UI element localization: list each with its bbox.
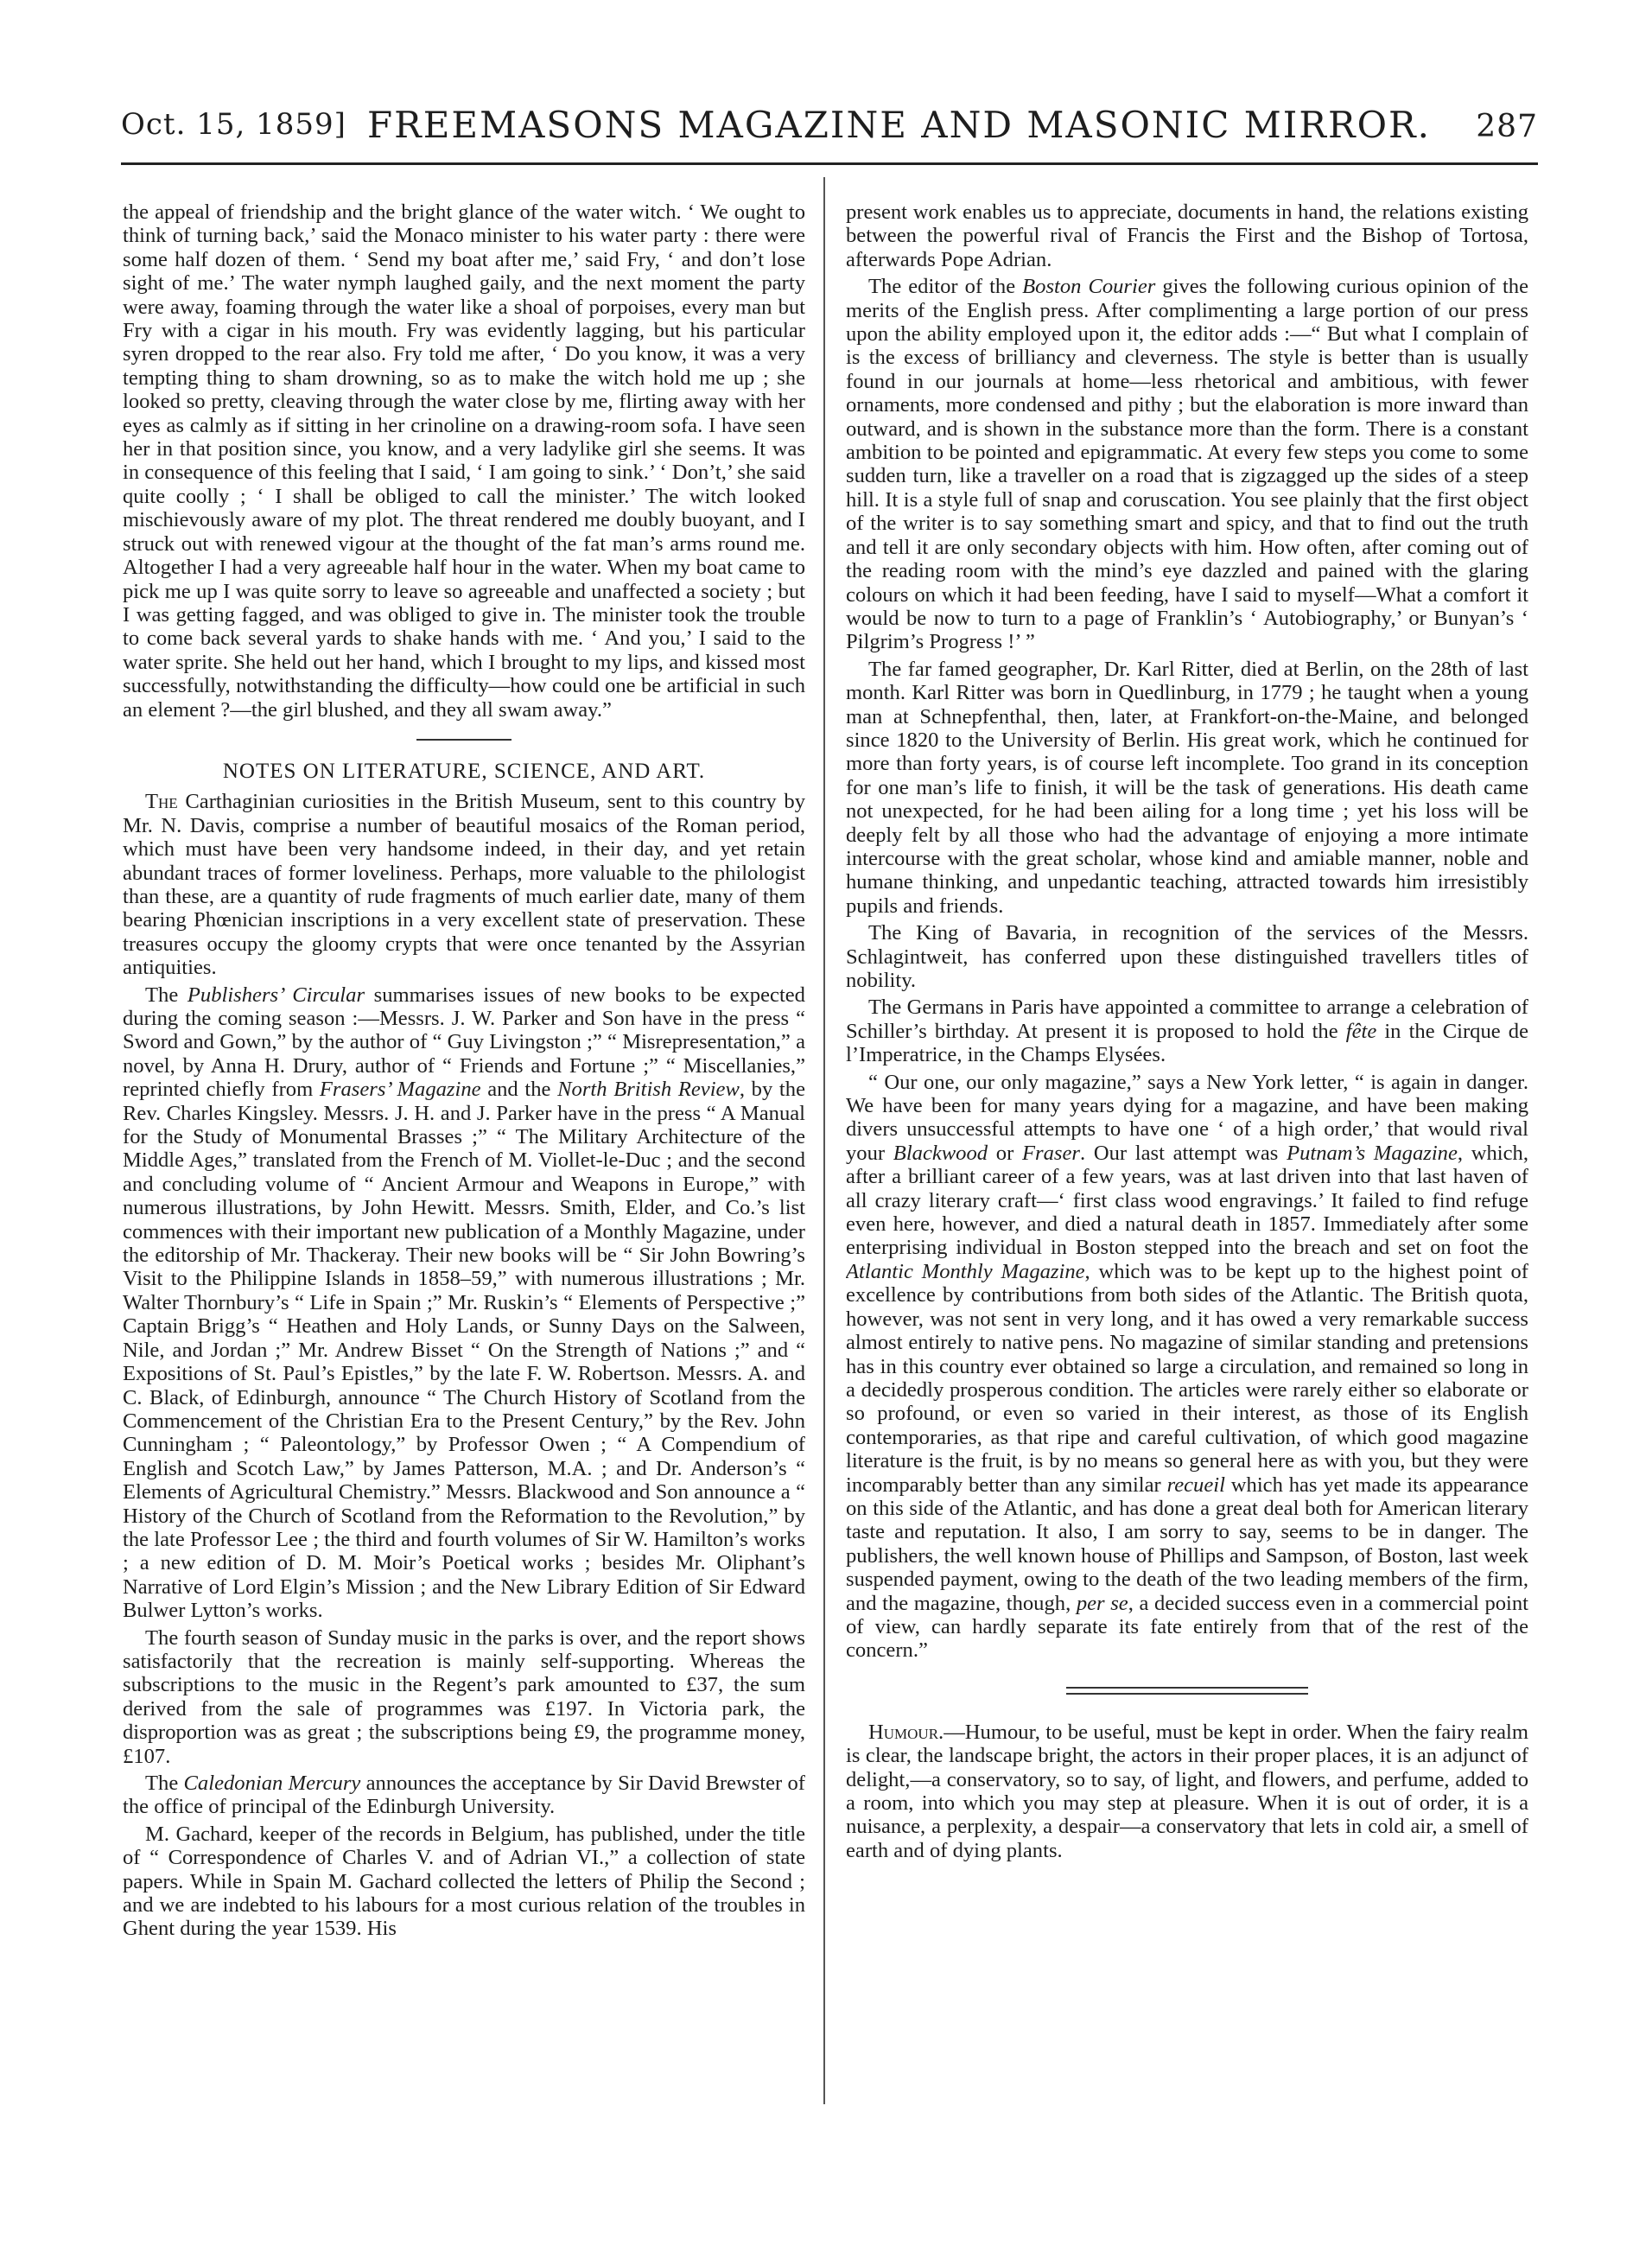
article-paragraph-continued: present work enables us to appreciate, documents in hand, the relations existing between the powerful rival of Francis the First and the Bishop of Tortosa, afterwards Pope Adrian. — [846, 200, 1528, 271]
section-separator — [416, 739, 511, 741]
article-paragraph-magazine: “ Our one, our only magazine,” says a New York letter, “ is again in danger. We have been for many years dying for a magazine, and have been making divers unsuccessful attempts to have one ‘ of a high order,’ that would rival your Blackwood or Fraser. Our last attempt was Putnam’s Magazine, which, after a brilliant career of a few years, was at last driven into that last haven of all crazy literary craft—‘ first class wood engravings.’ It failed to find refuge even here, however, and died a natural death in 1857. Immediately after some enterprising individual in Boston stepped into the breach and set on foot the Atlantic Monthly Magazine, which was to be kept up to the highest point of excellence by contributions from both sides of the Atlantic. The British quota, however, was not sent in very long, and it has owed a very remarkable success almost entirely to native pens. No magazine of similar standing and pretensions has in this country ever obtained so large a circulation, and remained so long in a decidedly prosperous condition. The articles were rarely either so elaborate or so profound, or even so varied in their interest, as those of its English contemporaries, as that ripe and careful cultivation, of which good magazine literature is the fruit, is by no means so general here as with you, but they were incomparably better than any similar recueil which has yet made its appearance on this side of the Atlantic, and has done a great deal both for American literary taste and reputation. It also, I am sorry to say, seems to be in danger. The publishers, the well known house of Phillips and Sampson, of Boston, last week suspended payment, owing to the death of the two leading members of the firm, and the magazine, though, per se, a decided success even in a commercial point of view, can hardly separate its fate entirely from that of the rest of the concern.” — [846, 1070, 1528, 1663]
article-paragraph-gachard: M. Gachard, keeper of the records in Belgium, has published, under the title of “ Correspondence of Charles V. and of Adrian VI.,” a collection of state papers. While in Spain M. Gachard collected the letters of Philip the Second ; and we are indebted to his labours for a most curious relation of the troubles in Ghent during the year 1539. His — [123, 1822, 805, 1941]
article-paragraph-bavaria: The King of Bavaria, in recognition of the services of the Messrs. Schlagintweit, has conferred upon these distinguished travellers titles of nobility. — [846, 921, 1528, 992]
article-paragraph-brewster: The Caledonian Mercury announces the acceptance by Sir David Brewster of the office of principal of the Edinburgh University. — [123, 1772, 805, 1819]
column-divider — [823, 177, 825, 2104]
article-paragraph-ritter: The far famed geographer, Dr. Karl Ritter, died at Berlin, on the 28th of last month. Karl Ritter was born in Quedlinburg, in 1779 ; he taught when a young man at Schnepfenthal, then, later, at Frankfort-on-the-Maine, and belonged since 1820 to the University of Berlin. His great work, which he continued for more than forty years, is of course left incomplete. Too grand in its conception for one man’s life to finish, it will be the task of generations. His death came not unexpected, for he had been ailing for a long time ; yet his loss will be deeply felt by all those who had the advantage of enjoying a more intimate intercourse with the great scholar, whose kind and amiable manner, noble and humane thinking, and unpedantic teaching, attracted towards him irresistibly pupils and friends. — [846, 657, 1528, 918]
article-paragraph-boston-courier: The editor of the Boston Courier gives the following curious opinion of the merits of the English press. After complimenting a large portion of our press upon the ability employed upon it, the editor adds :—“ But what I complain of is the excess of brilliancy and cleverness. The style is better than is usually found in our journals at home—less rhetorical and ambitious, with fewer ornaments, more condensed and pithy ; but the elaboration is more inward than outward, and is shown in the substance more than the form. There is a constant ambition to be pointed and epigrammatic. At every few steps you come to some sudden turn, like a traveller on a road that is zigzagged up the sides of a steep hill. It is a style full of snap and coruscation. You see plainly that the first object of the writer is to say something smart and spicy, and that to find out the truth and tell it are only secondary objects with him. How often, after coming out of the reading room with the mind’s eye dazzled and pained with the glaring colours on which it had been feeding, have I said to myself—What a comfort it would be now to turn to a page of Franklin’s ‘ Autobiography,’ or Bunyan’s ‘ Pilgrim’s Progress !’ ” — [846, 275, 1528, 654]
article-paragraph-humour: Humour.—Humour, to be useful, must be kept in order. When the fairy realm is clear, the landscape bright, the actors in their proper places, it is an adjunct of delight,—a conservatory, so to say, of light, and flowers, and perfume, added to a room, into which you may step at pleasure. When it is out of order, it is a nuisance, a perplexity, a despair—a conservatory that lets in cold air, a smell of earth and of dying plants. — [846, 1720, 1528, 1862]
section-heading: NOTES ON LITERATURE, SCIENCE, AND ART. — [222, 759, 706, 783]
continued-story-paragraph: the appeal of friendship and the bright glance of the water witch. ‘ We ought to think of turning back,’ said the Monaco minister to his water party : there were some half dozen of them. ‘ Send my boat after me,’ said Fry, ‘ and don’t lose sight of me.’ The water nymph laughed gaily, and the next moment the party were away, foaming through the water like a shoal of porpoises, every man but Fry with a cigar in his mouth. Fry was evidently lagging, but his particular syren dropped to the rear also. Fry told me after, ‘ Do you know, it was a very tempting thing to sham drowning, so as to make the witch hold me up ; she looked so pretty, cleaving through the water close by me, flirting away with her eyes as calmly as if sitting in her crinoline on a drawing-room sofa. I have seen her in that position since, you know, and a very ladylike girl she seems. It was in consequence of this feeling that I said, ‘ I am going to sink.’ ‘ Don’t,’ she said quite coolly ; ‘ I shall be obliged to call the minister.’ The witch looked mischievously aware of my plot. The threat rendered me doubly buoyant, and I struck out with renewed vigour at the thought of the fat man’s arms round me. Altogether I had a very agreeable half hour in the water. When my boat came to pick me up I was quite sorry to leave so agreeable and unaffected a society ; but I was getting fagged, and was obliged to give in. The minister took the trouble to come back several yards to shake hands with me. ‘ And you,’ I said to the water sprite. She held out her hand, which I brought to my lips, and kissed most successfully, notwithstanding the difficulty—how could one be artificial in such an element ?—the girl blushed, and they all swam away.” — [123, 200, 805, 722]
lead-word: The — [145, 790, 178, 814]
article-paragraph-carthaginian: The Carthaginian curiosities in the British Museum, sent to this country by Mr. N. Davis, comprise a number of beautiful mosaics of the Roman period, which must have been very handsome indeed, in their day, and yet retain abundant traces of former loveliness. Perhaps, more valuable to the philologist than these, are a quantity of rude fragments of much earlier date, many of them bearing Phœnician inscriptions in a very excellent state of preservation. These treasures occupy the gloomy crypts that were once tenanted by the Assyrian antiquities. — [123, 790, 805, 980]
left-column — [123, 200, 805, 2102]
issue-date: Oct. 15, 1859] — [121, 107, 346, 142]
double-rule-separator — [1066, 1687, 1308, 1695]
article-paragraph-publishers: The Publishers’ Circular summarises issues of new books to be expected during the coming season :—Messrs. J. W. Parker and Son have in the press “ Sword and Gown,” by the author of “ Guy Livingston ;” “ Misrepresentation,” a novel, by Anna H. Drury, author of “ Friends and Fortune ;” “ Miscellanies,” reprinted chiefly from Frasers’ Magazine and the North British Review, by the Rev. Charles Kingsley. Messrs. J. H. and J. Parker have in the press “ A Manual for the Study of Monumental Brasses ;” “ The Military Architecture of the Middle Ages,” translated from the French of M. Viollet-le-Duc ; and the second and concluding volume of “ Ancient Armour and Weapons in Europe,” with numerous illustrations, by John Hewitt. Messrs. Smith, Elder, and Co.’s list commences with their important new publication of a Monthly Magazine, under the editorship of Mr. Thackeray. Their new books will be “ Sir John Bowring’s Visit to the Philippine Islands in 1858–59,” with numerous illustrations ; Mr. Walter Thornbury’s “ Life in Spain ;” Mr. Ruskin’s “ Elements of Perspective ;” Captain Brigg’s “ Heathen and Holy Lands, or Sunny Days on the Salween, Nile, and Jordan ;” Mr. Andrew Bisset “ On the Strength of Nations ;” and “ Expositions of St. Paul’s Epistles,” by the late F. W. Robertson. Messrs. A. and C. Black, of Edinburgh, announce “ The Church History of Scotland from the Commencement of the Christian Era to the Present Century,” by the Rev. John Cunningham ; “ Paleontology,” by Professor Owen ; “ A Compendium of English and Scotch Law,” by James Patterson, M.A. ; and Dr. Anderson’s “ Elements of Agricultural Chemistry.” Messrs. Blackwood and Son announce a “ History of the Church of Scotland from the Reformation to the Revolution,” by the late Professor Lee ; the third and fourth volumes of Sir W. Hamilton’s works ; a new edition of D. M. Moir’s Poetical works ; besides Mr. Oliphant’s Narrative of Lord Elgin’s Mission ; and the New Library Edition of Sir Edward Bulwer Lytton’s works. — [123, 983, 805, 1623]
page-header — [121, 102, 1538, 165]
publication-title: FREEMASONS MAGAZINE AND MASONIC MIRROR. — [367, 104, 1431, 146]
article-paragraph-schiller: The Germans in Paris have appointed a committee to arrange a celebration of Schiller’s birthday. At present it is proposed to hold the fête in the Cirque de l’Imperatrice, in the Champs Elysées. — [846, 996, 1528, 1067]
right-column — [846, 200, 1528, 2102]
page-number: 287 — [1476, 109, 1538, 144]
article-paragraph-sunday-music: The fourth season of Sunday music in the parks is over, and the report shows satisfactorily that the recreation is mainly self-supporting. Whereas the subscriptions to the music in the Regent’s park amounted to £37, the sum derived from the sale of programmes was £197. In Victoria park, the disproportion was as great ; the subscriptions being £9, the programme money, £107. — [123, 1625, 805, 1768]
lead-word: Humour. — [868, 1720, 944, 1744]
